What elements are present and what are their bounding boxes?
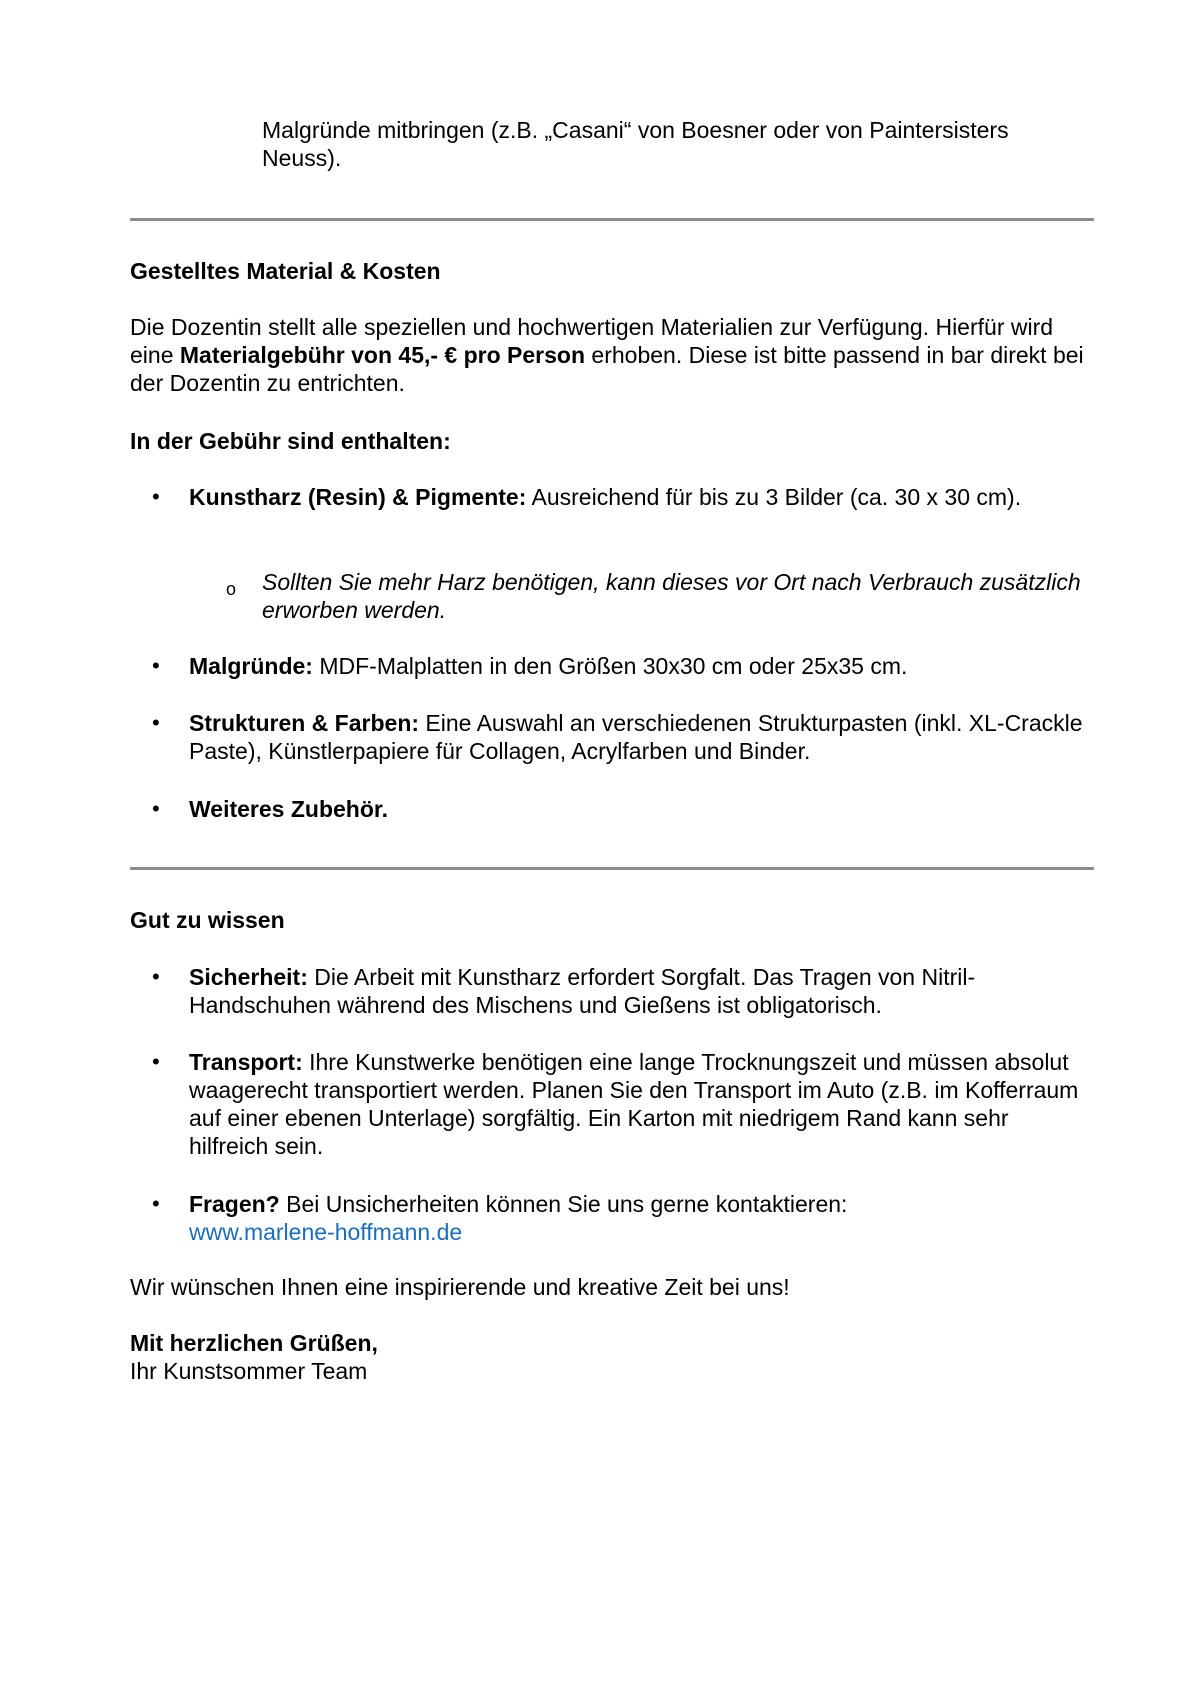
intro-paragraph (262, 116, 1092, 172)
sub-list-item-resin-note: Sollten Sie mehr Harz benötigen, kann dieses vor Ort nach Verbrauch zusätzlich erworben werden. (262, 569, 1081, 623)
list-item-label: Weiteres Zubehör. (189, 796, 388, 822)
list-item-text: Ihre Kunstwerke benötigen eine lange Trocknungszeit und müssen absolut waagerecht transportiert werden. Planen Sie den Transport im Auto (z.B. im Kofferraum auf einer ebenen Unterlage) sorgfältig. Ein Karton mit niedrigem Rand kann sehr hilfreich sein. (189, 1049, 1079, 1159)
material-paragraph-pre: Die Dozentin stellt alle speziellen und hochwertigen Materialien zur Verfügung. Hierfür wird eine (130, 314, 1054, 368)
bullet: • (152, 653, 160, 678)
bullet: • (152, 1049, 160, 1074)
closing-greeting: Mit herzlichen Grüßen, (130, 1330, 378, 1356)
list-item-malgruende (189, 652, 1094, 680)
list-item-zubehoer (189, 795, 1094, 823)
closing-wish: Wir wünschen Ihnen eine inspirierende und kreative Zeit bei uns! (130, 1274, 790, 1300)
closing-signature: Ihr Kunstsommer Team (130, 1358, 368, 1384)
list-item-text: Die Arbeit mit Kunstharz erfordert Sorgfalt. Das Tragen von Nitril-Handschuhen während des Mischens und Gießens ist obligatorisch. (189, 964, 976, 1018)
list-item-sicherheit (189, 963, 1094, 1019)
list-item-label: Strukturen & Farben: (189, 710, 420, 736)
bullet: • (152, 1191, 160, 1216)
bullet: • (152, 964, 160, 989)
list-item-label: Malgründe: (189, 653, 313, 679)
info-heading: Gut zu wissen (130, 907, 285, 933)
list-item-text: Bei Unsicherheiten können Sie uns gerne kontaktieren: (279, 1191, 848, 1217)
list-item-text: MDF-Malplatten in den Größen 30x30 cm oder 25x35 cm. (312, 653, 908, 679)
list-item-label: Transport: (189, 1049, 303, 1075)
list-item-resin (189, 483, 1094, 511)
list-item-text: Eine Auswahl an verschiedenen Strukturpasten (inkl. XL-Crackle Paste), Künstlerpapiere für Collagen, Acrylfarben und Binder. (189, 710, 1083, 764)
material-heading: Gestelltes Material & Kosten (130, 258, 441, 284)
list-item-label: Sicherheit: (189, 964, 308, 990)
material-paragraph (130, 313, 1096, 397)
list-item-text: Ausreichend für bis zu 3 Bilder (ca. 30 x 30 cm). (526, 484, 1022, 510)
sub-bullet: o (226, 579, 237, 599)
list-item-label: Fragen? (189, 1191, 280, 1217)
list-item-transport (189, 1048, 1094, 1160)
bullet: • (152, 796, 160, 821)
included-heading: In der Gebühr sind enthalten: (130, 428, 451, 454)
website-link[interactable]: www.marlene-hoffmann.de (189, 1219, 463, 1245)
bullet: • (152, 710, 160, 735)
bullet: • (152, 484, 160, 509)
section-divider-1 (130, 218, 1094, 221)
list-item-label: Kunstharz (Resin) & Pigmente: (189, 484, 527, 510)
section-divider-2 (130, 867, 1094, 870)
material-paragraph-post: erhoben. Diese ist bitte passend in bar direkt bei der Dozentin zu entrichten. (130, 342, 1084, 396)
material-fee: Materialgebühr von 45,- € pro Person (179, 342, 586, 368)
list-item-fragen (189, 1190, 1094, 1246)
intro-line-1: Malgründe mitbringen (z.B. „Casani“ von Boesner oder von Paintersisters (262, 117, 1009, 143)
intro-line-2: Neuss). (262, 145, 342, 171)
list-item-strukturen (189, 709, 1094, 765)
